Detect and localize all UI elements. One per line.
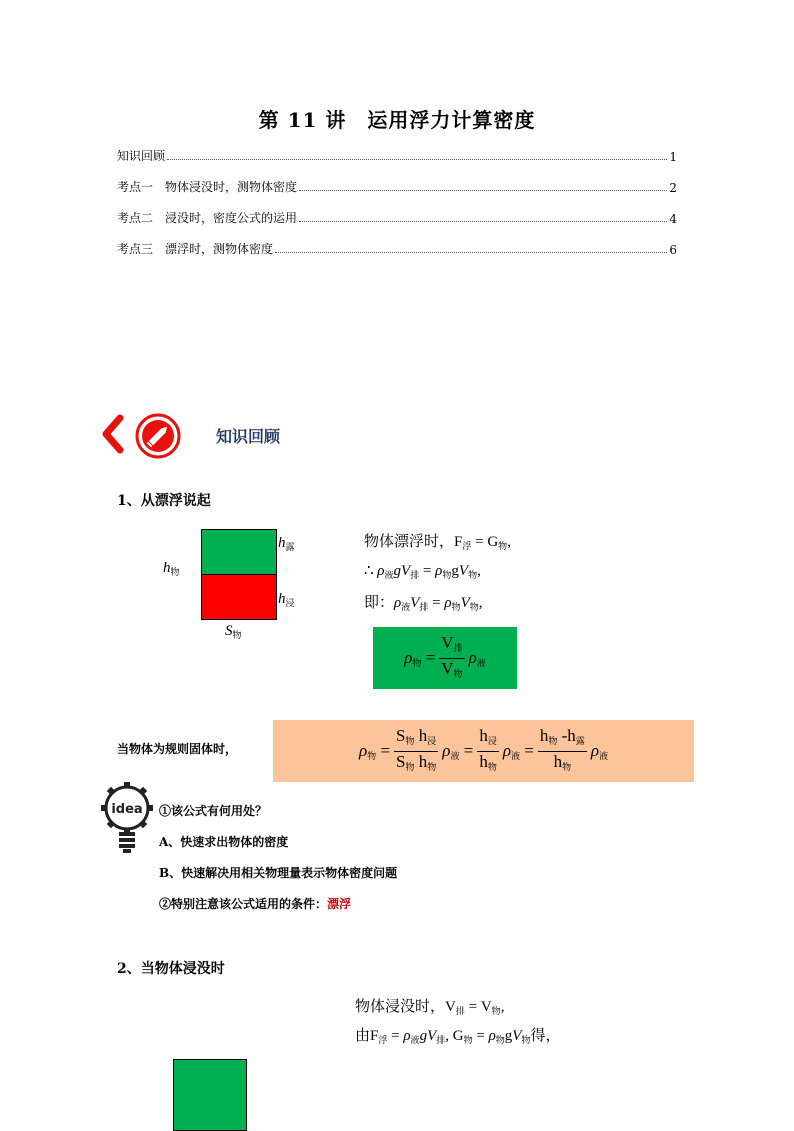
part2-line-2: 由$F_浮 = \rho_液gV_排$, $G_物 = \rho_物gV_物$得， (355, 1028, 561, 1045)
density-result-box: $\rho_物$ = $\frac{V_排}{V_物}$ $\rho_液$ (373, 627, 517, 689)
equation-line-2: ∴ $\rho_液gV_排 = \rho_物gV_物$, (364, 563, 481, 580)
idea-question-1: ①该公式有何用处？ (159, 804, 268, 818)
pencil-icon (134, 412, 182, 460)
toc-item[interactable] (117, 146, 677, 164)
idea-bulb-icon (101, 782, 153, 854)
toc-label: 考点一 物体浸没时，测物体密度 (117, 180, 298, 194)
equation-line-3: 即：$\rho_液V_排 = \rho_物V_物$, (364, 595, 483, 612)
condition-highlight: 漂浮 (327, 897, 352, 911)
exposed-part (201, 529, 277, 575)
immersed-part (201, 574, 277, 620)
page-title: 第 11 讲 运用浮力计算密度 (258, 108, 536, 132)
toc-label: 知识回顾 (117, 149, 166, 163)
submerged-object (173, 1059, 247, 1131)
part2-line-1: 物体浸没时，$V_排 = V_物$, (355, 999, 505, 1016)
toc-item[interactable] (117, 208, 677, 226)
toc-item[interactable] (117, 239, 677, 257)
toc-page: 6 (669, 243, 677, 257)
toc-label: 考点三 漂浮时，测物体密度 (117, 242, 274, 256)
label-s-object: $S_物$ (225, 623, 242, 640)
idea-answer-a: A、快速求出物体的密度 (159, 835, 289, 849)
label-h-exposed: $h_露$ (278, 535, 295, 552)
toc-page: 2 (669, 181, 677, 195)
label-h-object: $h_物$ (163, 560, 180, 577)
idea-question-2: ②特别注意该公式适用的条件：漂浮 (159, 897, 352, 911)
toc-page: 4 (669, 212, 677, 226)
label-h-immersed: $h_浸$ (278, 591, 295, 608)
regular-solid-label: 当物体为规则固体时， (117, 742, 238, 756)
toc-label: 考点二 浸没时，密度公式的运用 (117, 211, 298, 225)
toc-item[interactable] (117, 177, 677, 195)
idea-word: idea (111, 802, 143, 817)
idea-answer-b: B、快速解决用相关物理量表示物体密度问题 (159, 866, 398, 880)
equation-line-1: 物体漂浮时，$F_浮 = G_物$, (364, 534, 511, 551)
section-title: 知识回顾 (216, 427, 281, 446)
chevron-left-icon (98, 414, 128, 454)
toc-page: 1 (669, 150, 677, 164)
regular-solid-formula-box: $\rho_物$ = $\frac{S_物 h_浸}{S_物 h_物}$ $\rho_液$ = $\frac{h_浸}{h_物}$ $\rho_液$ = $\frac{h_物 -h_露}{h_物}$ $\rho_液$ (273, 720, 694, 782)
part1-heading: 1、从漂浮说起 (117, 493, 211, 509)
part2-heading: 2、当物体浸没时 (117, 961, 225, 977)
